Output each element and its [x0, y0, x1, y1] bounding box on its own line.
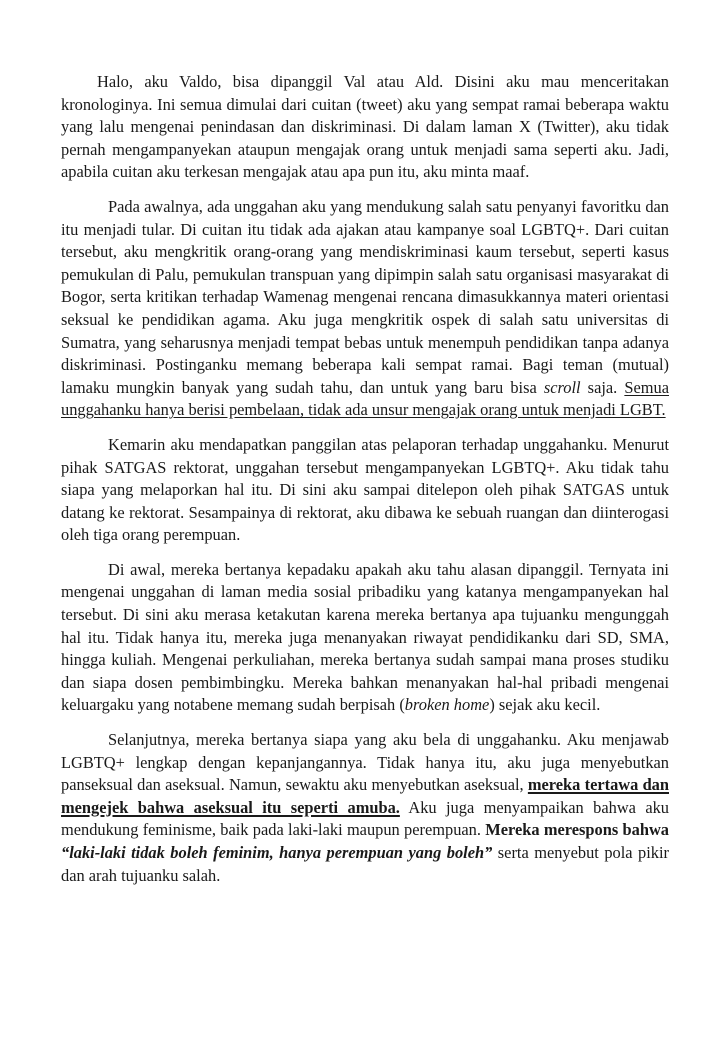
paragraph-5 — [61, 729, 669, 887]
bold-response: Mereka merespons bahwa — [485, 820, 669, 840]
italic-broken-home: broken home — [404, 695, 490, 715]
bold-underlined-statement: mereka tertawa dan mengejek bahwa aseksual itu seperti amuba. — [61, 775, 669, 817]
paragraph-3-text: Kemarin aku mendapatkan panggilan atas pelaporan terhadap unggahanku. Menurut pihak SATGAS rektorat, unggahan tersebut mengampanyekan LGBTQ+. Aku tidak tahu siapa yang melaporkan hal itu. Di sini aku sampai ditelepon oleh pihak SATGAS untuk datang ke rektorat. Sesampainya di rektorat, aku dibawa ke sebuah ruangan dan diinterogasi oleh tiga orang perempuan. — [61, 434, 669, 545]
paragraph-4 — [61, 559, 669, 717]
paragraph-4-text-b: ) sejak aku kecil. — [489, 695, 601, 715]
italic-scroll: scroll — [543, 377, 581, 397]
paragraph-2-text-b: saja. — [580, 377, 625, 397]
paragraph-3 — [61, 434, 669, 547]
paragraph-5-text-b: Aku juga menyampaikan bahwa aku mendukung feminisme, baik pada laki-laki maupun perempuan. — [61, 797, 669, 840]
bold-italic-quote: “laki-laki tidak boleh feminim, hanya perempuan yang boleh” — [61, 843, 493, 862]
paragraph-4-text: Di awal, mereka bertanya kepadaku apakah aku tahu alasan dipanggil. Ternyata ini mengenai unggahan di laman media sosial pribadiku yang katanya mengampanyekan hal tersebut. Di sini aku merasa ketakutan karena mereka bertanya apa tujuanku mengunggah hal itu. Tidak hanya itu, mereka juga menanyakan riwayat pendidikanku dari SD, SMA, hingga kuliah. Mengenai perkuliahan, mereka bertanya sudah sampai mana proses studiku dan siapa dosen pembimbingku. Mereka bahkan menanyakan hal-hal pribadi mengenai keluargaku yang notabene memang sudah berpisah ( — [61, 559, 669, 715]
paragraph-1-text: Halo, aku Valdo, bisa dipanggil Val atau Ald. Disini aku mau menceritakan kronologinya. Ini semua dimulai dari cuitan (tweet) aku yang sempat ramai beberapa waktu yang lalu mengenai penindasan dan diskriminasi. Di dalam laman X (Twitter), aku tidak pernah mengampanyekan ataupun mengajak orang untuk menjadi sama seperti aku. Jadi, apabila cuitan aku terkesan mengajak atau apa pun itu, aku minta maaf. — [61, 72, 669, 182]
paragraph-5-text: Selanjutnya, mereka bertanya siapa yang aku bela di unggahanku. Aku menjawab LGBTQ+ lengkap dengan kepanjangannya. Tidak hanya itu, aku juga menyebutkan panseksual dan aseksual. Namun, sewaktu aku menyebutkan aseksual, — [61, 730, 669, 795]
paragraph-2 — [61, 196, 669, 422]
underlined-statement: Semua unggahanku hanya berisi pembelaan, tidak ada unsur mengajak orang untuk menjadi LGBT. — [61, 377, 669, 420]
paragraph-2-text: Pada awalnya, ada unggahan aku yang mendukung salah satu penyanyi favoritku dan itu menjadi tular. Di cuitan itu tidak ada ajakan atau kampanye soal LGBTQ+. Dari cuitan tersebut, aku mengkritik orang-orang yang mendiskriminasi kaum tersebut, seperti kasus pemukulan di Palu, pemukulan transpuan yang dipimpin salah satu organisasi masyarakat di Bogor, serta kritikan terhadap Wamenag mengenai rencana dimasukkannya materi orientasi seksual ke pendidikan agama. Aku juga mengkritik ospek di salah satu universitas di Sumatra, yang seharusnya menjadi tempat bebas untuk menempuh pendidikan tanpa adanya diskriminasi. Postinganku memang beberapa kali sempat ramai. Bagi teman (mutual) lamaku mungkin banyak yang sudah tahu, dan untuk yang baru bisa — [61, 196, 669, 397]
paragraph-5-text-c: serta menyebut pola pikir dan arah tujuanku salah. — [61, 843, 669, 885]
paragraph-1 — [61, 71, 669, 184]
